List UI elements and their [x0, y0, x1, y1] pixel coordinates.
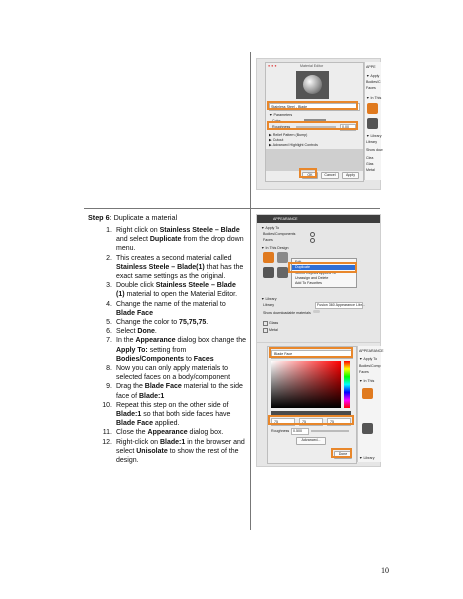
color-field[interactable]: [271, 361, 341, 408]
menu-item-edit[interactable]: Edit: [295, 260, 302, 264]
step-item: [106, 382, 246, 400]
apply-label: Apply: [346, 173, 355, 177]
show-downloadable-label: Show downloadable materials: [263, 311, 311, 315]
bodies-components-option[interactable]: Bodies/Components: [263, 232, 296, 236]
material-preview: [296, 71, 329, 99]
done-highlight: [331, 448, 352, 458]
step-text: This creates a second material called Stainless Steele – Blade(1) that has the exact same settings as the original.: [116, 254, 244, 281]
step-text: Repeat this step on the other side of Blade:1 so that both side faces have Blade Face applied.: [116, 401, 231, 428]
side-item: ▼ In This: [366, 96, 382, 100]
roughness-field[interactable]: [291, 428, 309, 435]
side-item: Show dow: [366, 148, 383, 152]
library-value: Fusion 360 Appearance Libr...: [317, 303, 365, 308]
blue-value: 75: [330, 419, 334, 424]
window-controls-icon: ● ● ●: [268, 64, 277, 68]
step-number: 2.: [106, 254, 112, 262]
step-number: 10.: [102, 401, 112, 409]
ok-highlight: [299, 168, 317, 178]
step-number: 4.: [106, 300, 112, 308]
in-this-design-header[interactable]: ▼ In This Design: [261, 246, 289, 250]
roughness-value: 0.00: [342, 125, 349, 130]
relief-pattern-header[interactable]: ▶ Relief Pattern (Bump): [269, 133, 308, 137]
menu-item-unassign[interactable]: Unassign and Delete: [295, 276, 329, 280]
step-number: 5.: [106, 319, 112, 327]
side-item: Faces: [359, 370, 369, 374]
menu-item-duplicate[interactable]: Duplicate: [292, 265, 356, 270]
advanced-label: Advanced...: [301, 438, 321, 442]
step-number: 6.: [106, 328, 112, 336]
material-editor-screenshot: [256, 58, 381, 190]
bodies-radio[interactable]: [310, 232, 315, 237]
step-number: 7.: [106, 337, 112, 345]
step-item: [102, 401, 246, 429]
step-text: Right click on Stainless Steele – Blade and select Duplicate from the drop down menu.: [116, 227, 244, 253]
side-item: Metal: [366, 168, 375, 172]
material-thumb[interactable]: [263, 252, 274, 263]
step-text: Change the name of the material to Blade Face: [116, 300, 226, 317]
faces-radio[interactable]: [310, 238, 315, 243]
name-highlight: [267, 101, 358, 110]
appearance-side-panel: [357, 346, 384, 462]
green-value: 75: [302, 419, 306, 424]
appearance-header-bar: [257, 215, 380, 223]
step-text: Drag the Blade Face material to the side face of Blade:1: [116, 383, 243, 400]
step-number: 12.: [102, 438, 112, 446]
step-number: 9.: [106, 383, 112, 391]
red-value: 75: [274, 419, 278, 424]
step-number: 8.: [106, 365, 112, 373]
name-highlight: [269, 347, 353, 358]
side-item: APPE: [366, 65, 376, 69]
roughness-highlight: [267, 121, 358, 130]
advanced-button[interactable]: [296, 437, 326, 445]
step-text: In the Appearance dialog box change the Apply To: setting from Bodies/Components to Faces: [116, 337, 246, 363]
library-item-glass[interactable]: Glass: [269, 321, 279, 325]
step-item: [106, 336, 246, 364]
material-thumb[interactable]: [362, 423, 373, 434]
library-item-metal[interactable]: Metal: [269, 328, 278, 332]
material-thumb[interactable]: [277, 252, 288, 263]
advanced-highlight-header[interactable]: ▶ Advanced Highlight Controls: [269, 143, 318, 147]
step-item: [102, 438, 246, 466]
roughness-slider[interactable]: [311, 430, 349, 432]
faces-option[interactable]: Faces: [263, 238, 273, 242]
apply-to-header[interactable]: ▼ Apply To: [261, 226, 280, 230]
color-editor-screenshot: [256, 342, 384, 467]
cancel-label: Cancel: [324, 173, 336, 177]
library-dropdown[interactable]: [315, 302, 363, 309]
page-number: 10: [381, 566, 389, 575]
menu-item-select-objects[interactable]: Select Objects Applied To: [295, 271, 336, 275]
roughness-label: Roughness: [271, 429, 290, 433]
row-divider: [84, 208, 380, 209]
step-item: [106, 226, 246, 254]
step-title: : Duplicate a material: [109, 213, 178, 222]
step-number: 3.: [106, 282, 112, 290]
parameters-header[interactable]: ▼ Parameters: [269, 113, 293, 117]
material-thumb[interactable]: [367, 103, 378, 114]
library-label: Library: [263, 303, 274, 307]
step-number: 1.: [106, 227, 112, 234]
metal-checkbox[interactable]: [263, 328, 268, 333]
color-label: Color: [272, 119, 281, 123]
step-text: Now you can only apply materials to selected faces on a body/component: [116, 365, 231, 382]
done-label: Done: [338, 452, 348, 456]
side-item: ▼ Apply To: [359, 357, 378, 361]
material-name-value: Stainless Steel - Blade: [271, 104, 308, 109]
side-item: Bodies/Comp: [359, 364, 381, 368]
side-item: ▼ In This: [359, 379, 375, 383]
step-item: [102, 428, 246, 437]
apply-button[interactable]: [342, 172, 359, 179]
side-item: ▼ Library: [359, 456, 375, 460]
step-text: Close the Appearance dialog box.: [116, 429, 224, 437]
rgb-highlight: [268, 415, 354, 425]
side-item: ▼ Apply: [366, 74, 380, 78]
step-list: [88, 226, 246, 465]
material-thumb[interactable]: [362, 388, 373, 399]
step-text: Change the color to 75,75,75.: [116, 319, 209, 327]
material-thumb[interactable]: [367, 118, 378, 129]
downloadable-toggle[interactable]: [313, 310, 320, 313]
side-item: APPEARANCE: [359, 349, 384, 353]
side-item: Clea: [366, 156, 374, 160]
step-heading: [88, 213, 177, 222]
duplicate-highlight: [288, 262, 357, 273]
cutout-header[interactable]: ▶ Cutout: [269, 138, 284, 142]
step-item: [106, 327, 246, 336]
step-label: Step 6: [88, 213, 110, 222]
dialog-title: Material Editor: [300, 64, 324, 68]
appearance-title: APPEARANCE: [273, 217, 298, 221]
material-name-value: Blade Face: [274, 352, 293, 356]
cancel-button[interactable]: [321, 172, 339, 179]
step-item: [106, 318, 246, 327]
step-item: [106, 300, 246, 318]
material-thumb[interactable]: [277, 267, 288, 278]
step-item: [106, 254, 246, 282]
roughness-value: 0.500: [293, 429, 302, 434]
side-item: Glas: [366, 162, 374, 166]
library-header[interactable]: ▼ Library: [261, 297, 277, 301]
material-thumb[interactable]: [263, 267, 274, 278]
roughness-label: Roughness: [272, 125, 291, 129]
preview-sphere-icon: [303, 75, 322, 94]
step-text: Right-click on Blade:1 in the browser and select Unisolate to show the rest of the design.: [116, 438, 245, 465]
appearance-panel-screenshot: [256, 214, 381, 343]
side-item: Bodies/C: [366, 80, 381, 84]
step-text: Select Done.: [116, 328, 157, 336]
column-divider: [250, 52, 251, 530]
step-item: [106, 281, 246, 299]
side-item: ▼ Library: [366, 134, 382, 138]
step-text: Double click Stainless Steele – Blade (1) material to open the Material Editor.: [116, 282, 238, 299]
glass-checkbox[interactable]: [263, 321, 268, 326]
hue-slider[interactable]: [344, 361, 350, 408]
color-editor-dialog: [267, 346, 357, 464]
side-item: Library: [366, 140, 377, 144]
menu-item-favorites[interactable]: Add To Favorites: [295, 281, 322, 285]
ok-label: OK: [307, 173, 313, 177]
step-number: 11.: [102, 429, 112, 437]
appearance-side-panel: [364, 62, 381, 180]
step-item: [106, 364, 246, 382]
side-item: Faces: [366, 86, 376, 90]
